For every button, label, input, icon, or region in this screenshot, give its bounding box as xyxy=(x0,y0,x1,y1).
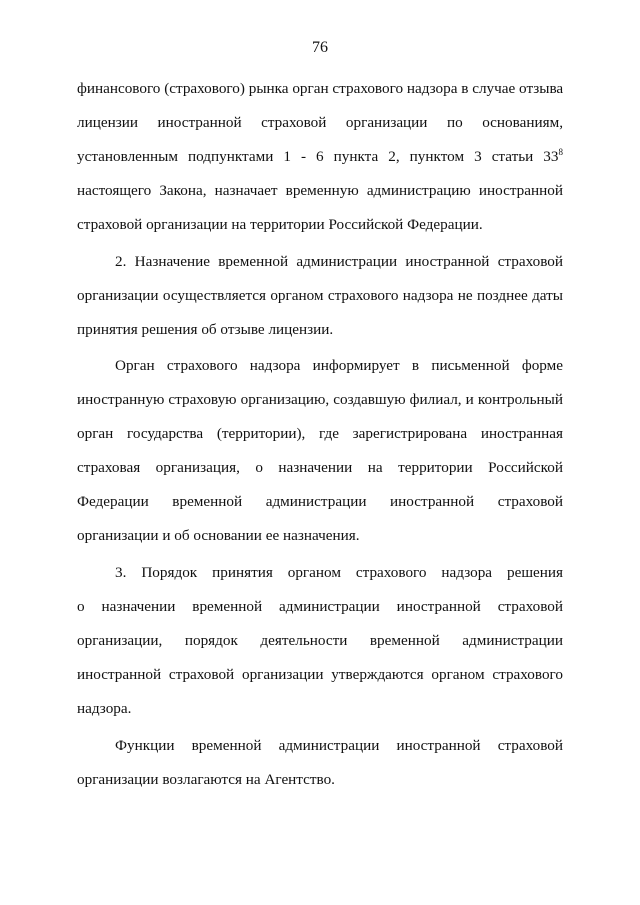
text-line: 3. Порядок принятия органом страхового надзора решения xyxy=(115,564,563,581)
text-line: Федерации временной администрации иностранной страховой xyxy=(77,493,563,510)
text-line: организации осуществляется органом страхового надзора не позднее даты xyxy=(77,287,563,304)
text-line: страховой организации на территории Российской Федерации. xyxy=(77,216,483,233)
text-line: организации и об основании ее назначения. xyxy=(77,527,360,544)
text-line: принятия решения об отзыве лицензии. xyxy=(77,321,334,338)
article-superscript: 8 xyxy=(558,147,563,157)
page-number: 76 xyxy=(312,39,328,56)
text-line: Функции временной администрации иностранной страховой xyxy=(115,737,563,754)
text-line: иностранной страховой организации утверждаются органом страхового xyxy=(77,666,563,683)
text-line: 2. Назначение временной администрации иностранной страховой xyxy=(115,253,563,270)
text-line: организации, порядок деятельности временной администрации xyxy=(77,632,563,649)
text-line: Орган страхового надзора информирует в письменной форме xyxy=(115,357,563,374)
text-line-with-superscript xyxy=(77,147,563,167)
text-line: лицензии иностранной страховой организации по основаниям, xyxy=(77,114,563,131)
text-line: о назначении временной администрации иностранной страховой xyxy=(77,598,563,615)
text-line-body: установленным подпунктами 1 - 6 пункта 2, пунктом 3 статьи 33 xyxy=(77,148,559,165)
text-line: настоящего Закона, назначает временную администрацию иностранной xyxy=(77,182,563,199)
text-line: организации возлагаются на Агентство. xyxy=(77,771,335,788)
text-line: страховая организация, о назначении на территории Российской xyxy=(77,459,563,476)
text-line: иностранную страховую организацию, создавшую филиал, и контрольный xyxy=(77,391,563,408)
text-line: финансового (страхового) рынка орган страхового надзора в случае отзыва xyxy=(77,80,564,97)
text-line: орган государства (территории), где зарегистрирована иностранная xyxy=(77,425,563,442)
text-line: надзора. xyxy=(77,700,132,717)
